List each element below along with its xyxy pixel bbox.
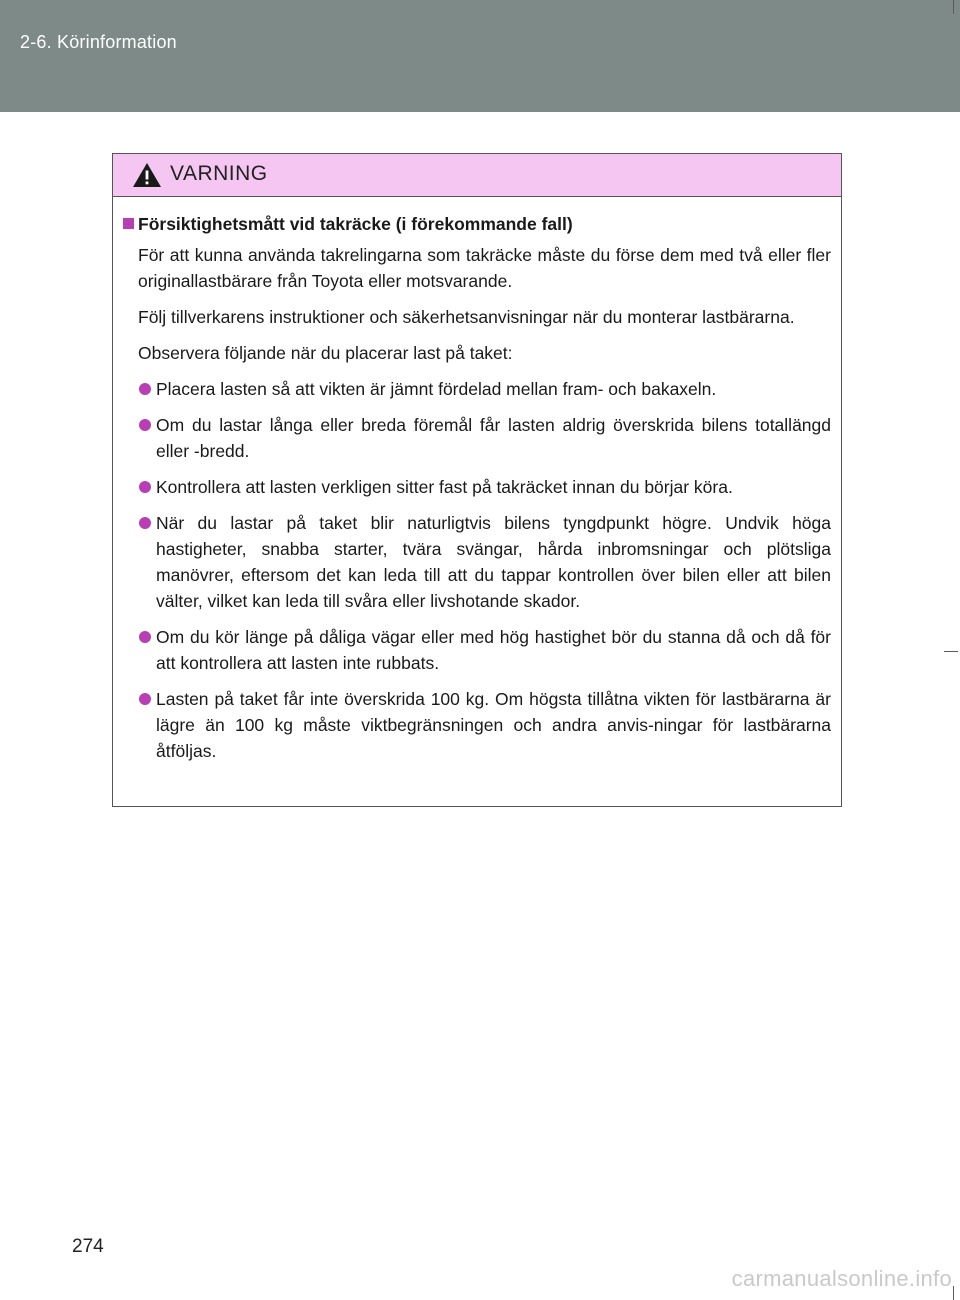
paragraph: Observera följande när du placerar last på taket: — [138, 343, 513, 363]
square-bullet-icon — [123, 218, 134, 229]
bullet-text: Om du kör länge på dåliga vägar eller med hög hastighet bör du stanna då och då för att kontrollera att lasten inte rubbats. — [156, 627, 831, 673]
bullet-item — [123, 686, 831, 764]
section-title: 2-6. Körinformation — [20, 32, 177, 52]
bullet-text: Lasten på taket får inte överskrida 100 kg. Om högsta tillåtna vikten för lastbärarna är lägre än 100 kg måste viktbegränsningen och andra anvis-ningar för lastbärarna åtföljas. — [156, 689, 831, 761]
round-bullet-icon — [139, 517, 151, 529]
round-bullet-icon — [139, 631, 151, 643]
bullet-text: Placera lasten så att vikten är jämnt fördelad mellan fram- och bakaxeln. — [156, 379, 717, 399]
header-band — [0, 0, 960, 112]
crop-mark — [953, 1286, 954, 1300]
warning-triangle-icon — [132, 162, 162, 188]
bullet-item — [123, 624, 831, 676]
warning-body — [113, 197, 841, 764]
bullet-item — [123, 412, 831, 464]
bullet-text: Kontrollera att lasten verkligen sitter fast på takräcket innan du börjar köra. — [156, 477, 733, 497]
watermark: carmanualsonline.info — [731, 1266, 952, 1291]
round-bullet-icon — [139, 481, 151, 493]
bullet-item — [123, 474, 831, 500]
subheading-text: Försiktighetsmått vid takräcke (i förekommande fall) — [138, 214, 573, 234]
round-bullet-icon — [139, 419, 151, 431]
subheading — [123, 211, 831, 237]
bullet-text: När du lastar på taket blir naturligtvis bilens tyngdpunkt högre. Undvik höga hastigheter, snabba starter, tvära svängar, hårda inbromsningar och plötsliga manövrer, eftersom det kan leda till att du tappar kontrollen över bilen eller att bilen välter, vilket kan leda till svåra eller livshotande skador. — [156, 513, 831, 611]
bullet-item — [123, 376, 831, 402]
paragraph: För att kunna använda takrelingarna som takräcke måste du förse dem med två eller fler originallastbärare från Toyota eller motsvarande. — [138, 245, 831, 291]
warning-box — [112, 153, 842, 807]
bullet-text: Om du lastar långa eller breda föremål får lasten aldrig överskrida bilens totallängd eller -bredd. — [156, 415, 831, 461]
page-number: 274 — [72, 1236, 104, 1257]
bullet-item — [123, 510, 831, 614]
warning-title: VARNING — [170, 162, 268, 185]
crop-mark — [944, 651, 958, 652]
warning-header — [113, 154, 841, 197]
paragraph: Följ tillverkarens instruktioner och säkerhetsanvisningar när du monterar lastbärarna. — [138, 307, 795, 327]
round-bullet-icon — [139, 693, 151, 705]
round-bullet-icon — [139, 383, 151, 395]
crop-mark — [953, 0, 954, 14]
